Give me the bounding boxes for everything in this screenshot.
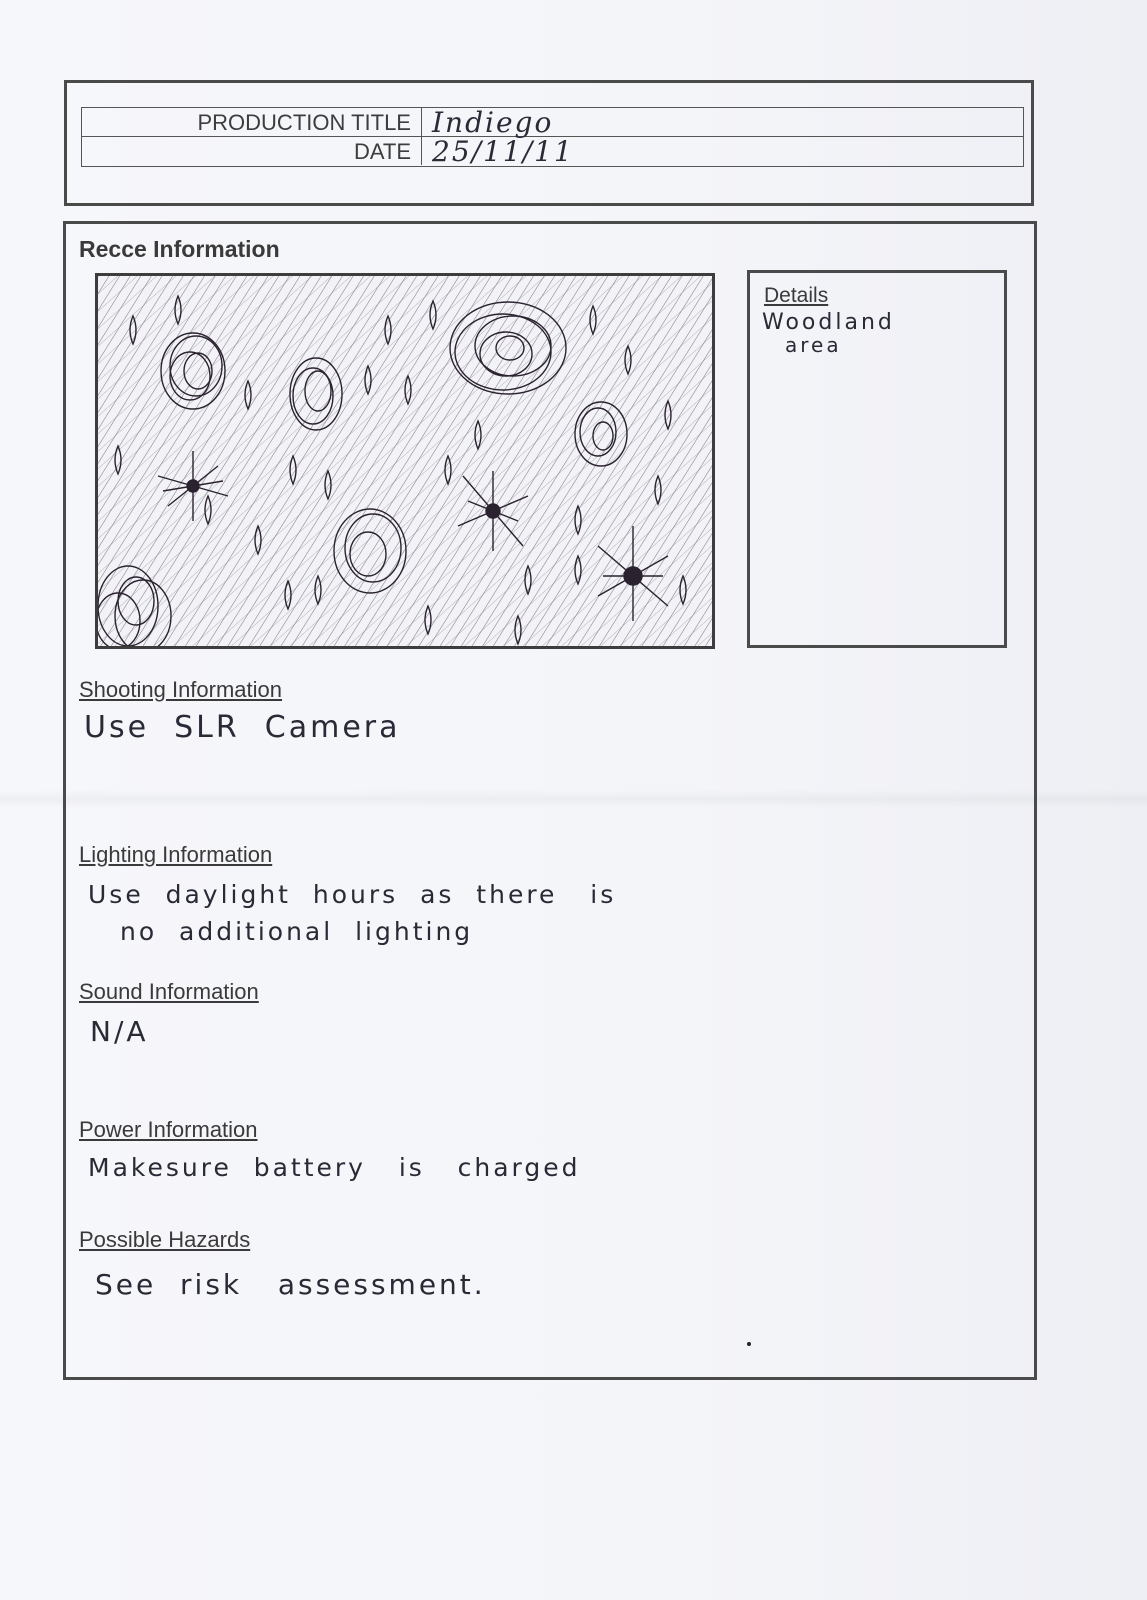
ink-dot — [747, 1342, 751, 1346]
recce-heading: Recce Information — [79, 236, 280, 262]
possible-hazards-label: Possible Hazards — [79, 1227, 251, 1252]
lighting-information-label: Lighting Information — [79, 842, 273, 867]
production-title-value: Indiego — [432, 106, 554, 139]
date-label: DATE — [82, 137, 422, 165]
woodland-sketch-drawing — [98, 276, 712, 646]
details-line-1: Woodland — [762, 310, 895, 335]
shooting-information-text: Use SLR Camera — [84, 710, 401, 745]
date-value: 25/11/11 — [432, 135, 574, 168]
details-line-2: area — [785, 333, 842, 357]
power-information-label: Power Information — [79, 1117, 258, 1142]
date-row — [82, 135, 1023, 168]
sound-information-text: N/A — [90, 1015, 149, 1048]
details-label: Details — [764, 284, 829, 307]
title-table — [81, 107, 1024, 167]
lighting-information-line-2: no additional lighting — [120, 917, 474, 946]
lighting-information-line-1: Use daylight hours as there is — [88, 880, 617, 909]
possible-hazards-text: See risk assessment. — [95, 1268, 486, 1301]
woodland-sketch-image — [95, 273, 715, 649]
sound-information-label: Sound Information — [79, 979, 259, 1004]
production-title-label: PRODUCTION TITLE — [82, 108, 422, 136]
production-title-row — [82, 108, 1023, 137]
shooting-information-label: Shooting Information — [79, 677, 283, 702]
power-information-text: Makesure battery is charged — [88, 1153, 581, 1182]
